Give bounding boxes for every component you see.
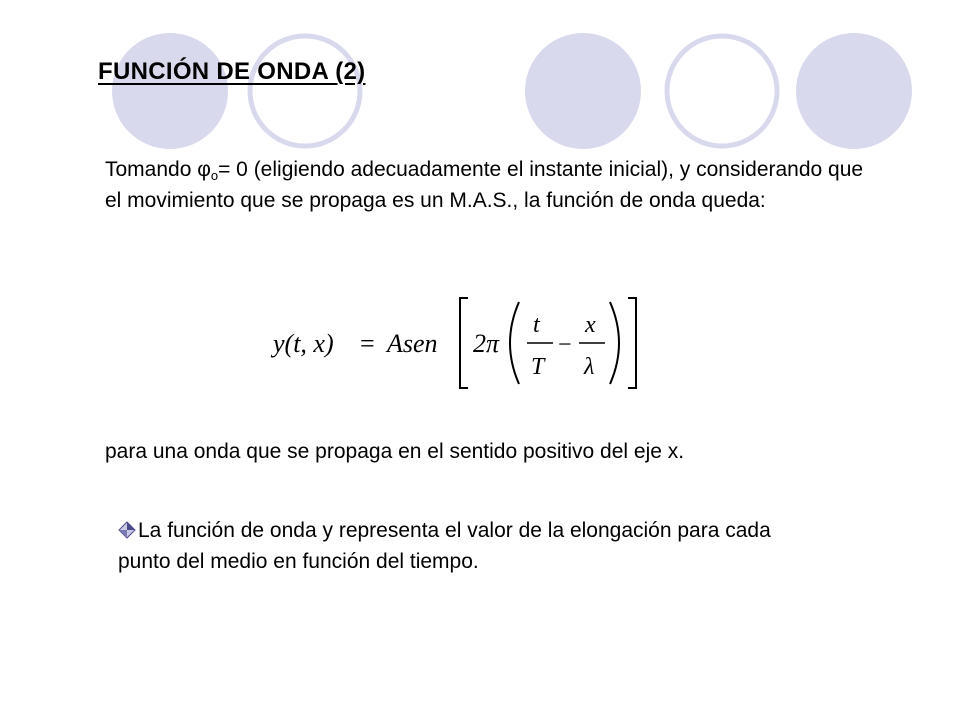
after-formula-paragraph: para una onda que se propaga en el sentido positivo del eje x. [105, 440, 685, 463]
decor-circle-filled-2 [525, 33, 641, 149]
formula-amplitude: Asen [387, 329, 438, 358]
formula-left-paren [510, 302, 519, 384]
formula-x: x [585, 312, 596, 338]
intro-paragraph [105, 154, 865, 216]
wave-function-formula [265, 294, 655, 394]
bullet-paragraph [118, 515, 778, 577]
intro-subscript: o [210, 168, 219, 183]
formula-lhs: y(t, x) [273, 329, 334, 358]
decor-circle-filled-3 [796, 33, 912, 149]
formula-t: t [533, 312, 540, 338]
formula-left-bracket [460, 298, 468, 388]
diamond-bullet-icon [118, 521, 136, 539]
formula-right-bracket [628, 298, 636, 388]
intro-part2: = 0 (eligiendo adecuadamente el instante inicial), y considerando que el movimiento que se propaga es un M.A.S., la función de onda queda: [105, 158, 864, 212]
intro-part1: Tomando φ [105, 158, 211, 181]
formula-minus: − [558, 332, 572, 358]
bullet-text: La función de onda y representa el valor de la elongación para cada punto del medio en función del tiempo. [118, 519, 771, 573]
formula-lambda: λ [584, 354, 595, 380]
decor-circle-outline-2 [667, 36, 777, 146]
slide-title: FUNCIÓN DE ONDA (2) [98, 58, 366, 85]
decor-circle-filled-1 [112, 33, 228, 149]
formula-equals: = [360, 329, 375, 358]
formula-T: T [531, 354, 545, 380]
formula-right-paren [610, 302, 619, 384]
formula-two-pi: 2π [473, 329, 500, 358]
decor-circle-outline-1 [250, 36, 360, 146]
